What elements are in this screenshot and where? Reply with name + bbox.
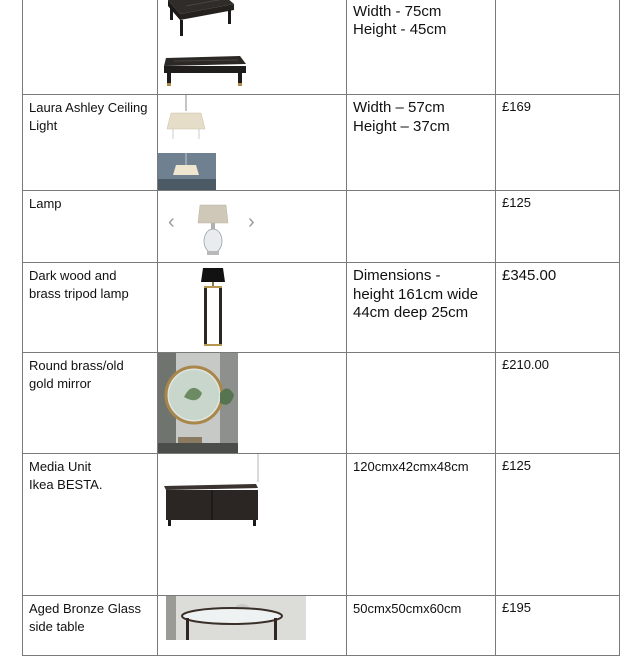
carousel-next-icon[interactable]: › [248,211,255,233]
table-row [22,191,620,263]
coffee-table-image [158,0,258,92]
item-dimensions: Width – 57cm Height – 37cm [353,99,450,135]
item-name-cell [22,191,157,263]
item-image-cell [157,353,346,454]
item-price-cell [495,263,620,353]
item-name-cell [22,95,157,191]
item-image-cell [157,454,346,596]
item-price-cell [495,596,620,656]
item-name-cell [22,353,157,454]
item-price: £169 [502,99,531,114]
item-name-cell [22,0,157,95]
item-price-cell [495,353,620,454]
item-dimensions: 50cmx50cmx60cm [353,601,462,616]
tripod-lamp-image [196,266,230,350]
item-dimensions [347,353,495,361]
item-dimensions: Dimensions - height 161cm wide 44cm deep 25cm [353,267,479,321]
item-name: Laura Ashley Ceiling Light [29,100,148,133]
item-price-cell [495,191,620,263]
ceiling-light-image [158,95,216,190]
item-name-cell [22,454,157,596]
item-name [23,0,157,6]
item-name: Aged Bronze Glass side table [29,601,142,634]
item-dimensions: 120cmx42cmx48cm [353,459,469,474]
item-name: Dark wood and brass tripod lamp [29,268,129,301]
item-dimensions-cell [346,596,495,656]
side-table-image [166,596,306,640]
item-price-cell [495,95,620,191]
item-price: £195 [502,600,531,615]
item-dimensions-cell [346,263,495,353]
table-row [22,454,620,596]
item-name: Media Unit Ikea BESTA. [29,459,103,492]
carousel-prev-icon[interactable]: ‹ [168,211,175,233]
table-row [22,95,620,191]
item-price: £210.00 [502,357,549,372]
item-image-cell [157,0,346,95]
table-row [22,263,620,353]
item-price: £345.00 [502,267,557,284]
item-dimensions-cell [346,353,495,454]
table-row [22,353,620,454]
mirror-image [158,353,238,453]
item-name: Round brass/old gold mirror [29,358,124,391]
item-dimensions-cell [346,191,495,263]
item-dimensions-cell [346,95,495,191]
item-image-cell [157,95,346,191]
item-price: £125 [502,458,531,473]
item-name: Lamp [29,196,62,211]
item-dimensions-cell [346,0,495,95]
item-price-cell [495,454,620,596]
item-price: £125 [502,195,531,210]
item-price-cell [495,0,620,95]
item-image-cell [157,596,346,656]
media-unit-image [158,454,260,534]
table-row [22,0,620,95]
item-name-cell [22,263,157,353]
item-image-cell [157,263,346,353]
item-image-cell [157,191,346,263]
item-dimensions [347,191,495,199]
item-dimensions-cell [346,454,495,596]
item-name-cell [22,596,157,656]
lamp-image [196,199,230,259]
item-price [496,0,619,5]
table-row [22,596,620,656]
item-dimensions: Width - 75cm Height - 45cm [353,2,447,38]
